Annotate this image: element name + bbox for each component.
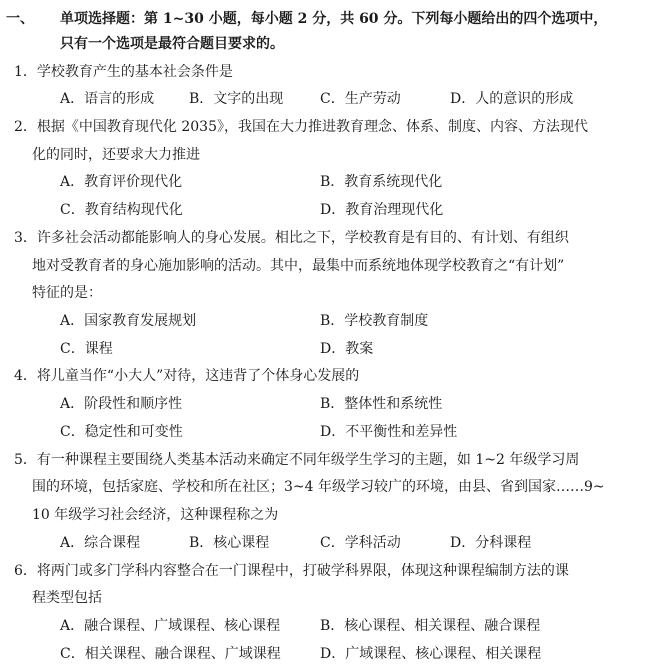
question-3-stem-line-3: 特征的是： bbox=[32, 285, 102, 301]
question-5-stem-line-2: 围的环境，包括家庭、学校和所在社区；3~4 年级学习较广的环境，由县、省到国家……9~ bbox=[32, 479, 605, 495]
question-1-option-d[interactable]: D．人的意识的形成 bbox=[450, 91, 574, 107]
question-2-stem-line-2: 化的同时，还要求大力推进 bbox=[32, 147, 200, 163]
question-6-option-b[interactable]: B．核心课程、相关课程、融合课程 bbox=[320, 618, 541, 634]
question-3-stem-line-1: 3．许多社会活动都能影响人的身心发展。相比之下，学校教育是有目的、有计划、有组织 bbox=[14, 230, 569, 246]
question-4-stem: 4．将儿童当作“小大人”对待，这违背了个体身心发展的 bbox=[14, 368, 360, 384]
question-3-option-a[interactable]: A．国家教育发展规划 bbox=[60, 313, 197, 329]
question-4-option-c[interactable]: C．稳定性和可变性 bbox=[60, 424, 183, 440]
question-5-option-a[interactable]: A．综合课程 bbox=[60, 535, 141, 551]
question-1-option-a[interactable]: A．语言的形成 bbox=[60, 91, 155, 107]
question-5-stem-line-3: 10 年级学习社会经济，这种课程称之为 bbox=[32, 507, 279, 523]
question-6-option-a[interactable]: A．融合课程、广域课程、核心课程 bbox=[60, 618, 281, 634]
question-2-option-a[interactable]: A．教育评价现代化 bbox=[60, 174, 183, 190]
question-5-option-d[interactable]: D．分科课程 bbox=[450, 535, 532, 551]
question-2-option-d[interactable]: D．教育治理现代化 bbox=[320, 202, 444, 218]
question-5-stem-line-1: 5．有一种课程主要围绕人类基本活动来确定不同年级学生学习的主题，如 1~2 年级学习周 bbox=[14, 452, 580, 468]
question-3-option-d[interactable]: D．教案 bbox=[320, 341, 374, 357]
question-2-option-b[interactable]: B．教育系统现代化 bbox=[320, 174, 443, 190]
section-instructions-line-1: 单项选择题：第 1~30 小题，每小题 2 分，共 60 分。下列每小题给出的四个选项中， bbox=[60, 11, 608, 27]
question-4-option-d[interactable]: D．不平衡性和差异性 bbox=[320, 424, 458, 440]
question-3-option-c[interactable]: C．课程 bbox=[60, 341, 113, 357]
question-3-stem-line-2: 地对受教育者的身心施加影响的活动。其中，最集中而系统地体现学校教育之“有计划” bbox=[32, 258, 565, 274]
question-1-option-b[interactable]: B．文字的出现 bbox=[189, 91, 284, 107]
question-2-stem-line-1: 2．根据《中国教育现代化 2035》，我国在大力推进教育理念、体系、制度、内容、方法现代 bbox=[14, 119, 588, 135]
question-2-option-c[interactable]: C．教育结构现代化 bbox=[60, 202, 183, 218]
question-1-option-c[interactable]: C．生产劳动 bbox=[320, 91, 401, 107]
section-number: 一、 bbox=[6, 11, 34, 27]
question-5-option-b[interactable]: B．核心课程 bbox=[189, 535, 270, 551]
question-6-option-d[interactable]: D．广域课程、核心课程、相关课程 bbox=[320, 646, 542, 662]
question-6-stem-line-1: 6．将两门或多门学科内容整合在一门课程中，打破学科界限，体现这种课程编制方法的课 bbox=[14, 563, 569, 579]
question-4-option-a[interactable]: A．阶段性和顺序性 bbox=[60, 396, 183, 412]
question-3-option-b[interactable]: B．学校教育制度 bbox=[320, 313, 429, 329]
question-6-option-c[interactable]: C．相关课程、融合课程、广域课程 bbox=[60, 646, 281, 662]
question-5-option-c[interactable]: C．学科活动 bbox=[320, 535, 401, 551]
question-6-stem-line-2: 程类型包括 bbox=[32, 590, 102, 606]
question-1-stem: 1．学校教育产生的基本社会条件是 bbox=[14, 64, 233, 80]
section-instructions-line-2: 只有一个选项是最符合题目要求的。 bbox=[60, 36, 284, 52]
question-4-option-b[interactable]: B．整体性和系统性 bbox=[320, 396, 443, 412]
